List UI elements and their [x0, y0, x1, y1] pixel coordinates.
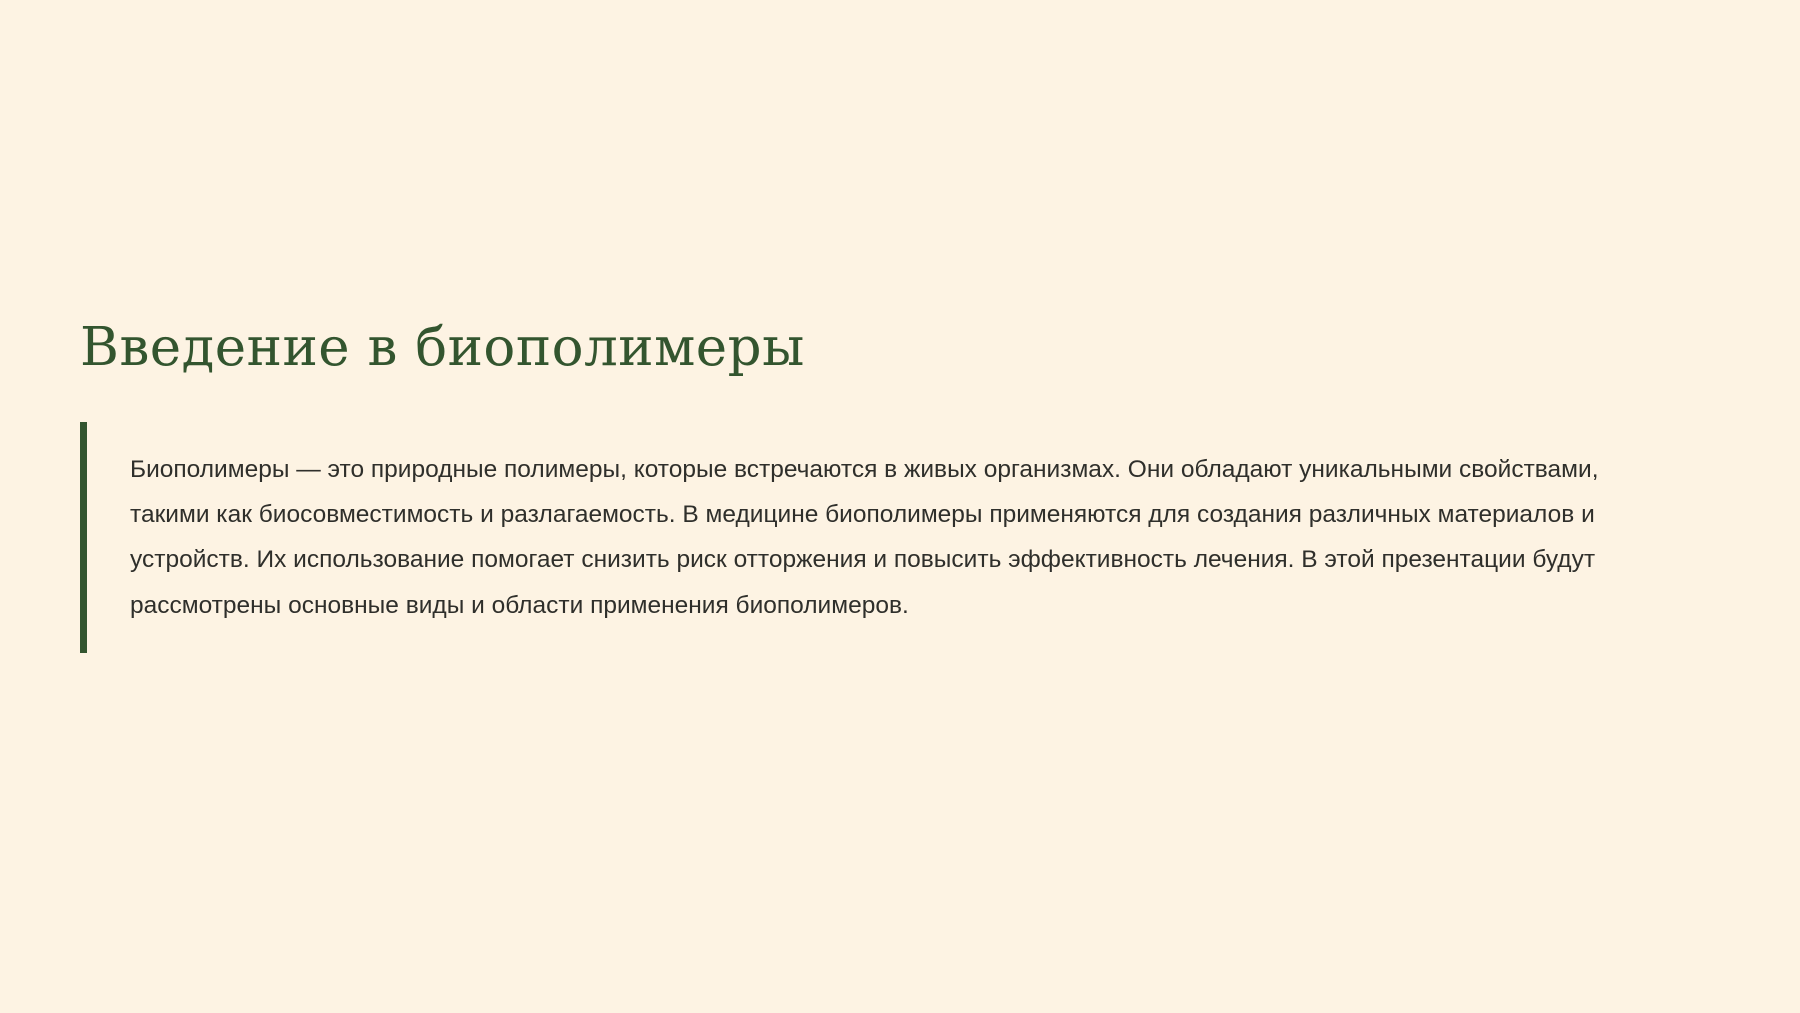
body-paragraph: Биополимеры — это природные полимеры, которые встречаются в живых организмах. Они обладают уникальными свойствами, такими как биосовместимость и разлагаемость. В медицине биополимеры применяются для создания различных материалов и устройств. Их использование помогает снизить риск отторжения и повысить эффективность лечения. В этой презентации будут рассмотрены основные виды и области применения биополимеров.	[130, 455, 1599, 619]
page-title: Введение в биополимеры	[80, 317, 805, 378]
accent-bar	[80, 422, 87, 652]
body-block	[80, 422, 1700, 652]
slide-content	[80, 318, 1700, 653]
